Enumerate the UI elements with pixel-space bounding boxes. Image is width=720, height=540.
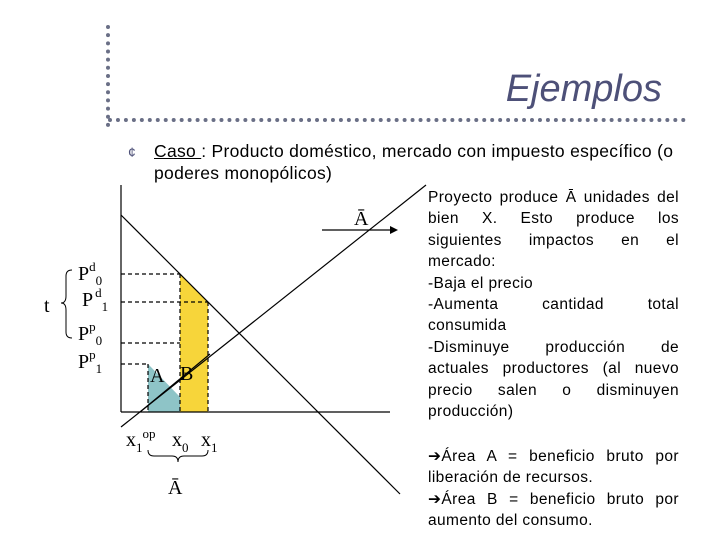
pp1-label: $P^p_1$ [78,347,103,376]
pp0-label: $P^p_0$ [78,319,103,348]
arrow-right-icon: ➔ [428,447,442,465]
impacts-paragraph: Proyecto produce Ā unidades del bien X. Esto produce los siguientes impactos en el mercado: [428,189,679,271]
impact-item-consumption: -Aumenta cantidad total consumida [428,296,679,335]
t-brace [61,270,72,338]
case-description: : Producto doméstico, mercado con impuesto específico (o poderes monopólicos) [154,141,674,183]
x0-label: $x_0$ [172,429,189,455]
area-b-label: B [180,363,194,385]
area-a-label: A [150,365,165,387]
supply-curve [121,185,426,427]
impacts-text [428,187,679,422]
area-b-explanation: ➔Área B = beneficio bruto por aumento del consumo. [428,489,679,530]
shift-arrowhead [390,226,398,234]
demand-curve [121,215,400,494]
slide-title: Ejemplos [505,68,662,110]
pd1-label: P $^d_1$ [82,285,109,314]
case-label: Caso [154,141,202,161]
area-a-explanation: ➔Área A = beneficio bruto por liberación de recursos. [428,447,679,487]
abar-top-label: Ā [354,208,369,230]
arrow-right-icon: ➔ [428,489,442,508]
areas-text [428,446,679,532]
abar-bottom-label: Ā [168,477,183,499]
impact-item-production: -Disminuye producción de actuales productores (al nuevo precio salen o disminuyen producción) [428,338,679,421]
x1op-label: $x_1^{op}$ [126,426,156,455]
area-b [180,274,208,412]
pd0-label: $P^d_0$ [78,259,103,288]
bullet-icon: ¢ [128,144,136,160]
t-label: t [44,295,50,317]
x1-label: $x_1$ [201,429,218,455]
abar-brace [148,450,208,462]
impact-item-price: -Baja el precio [428,274,534,292]
